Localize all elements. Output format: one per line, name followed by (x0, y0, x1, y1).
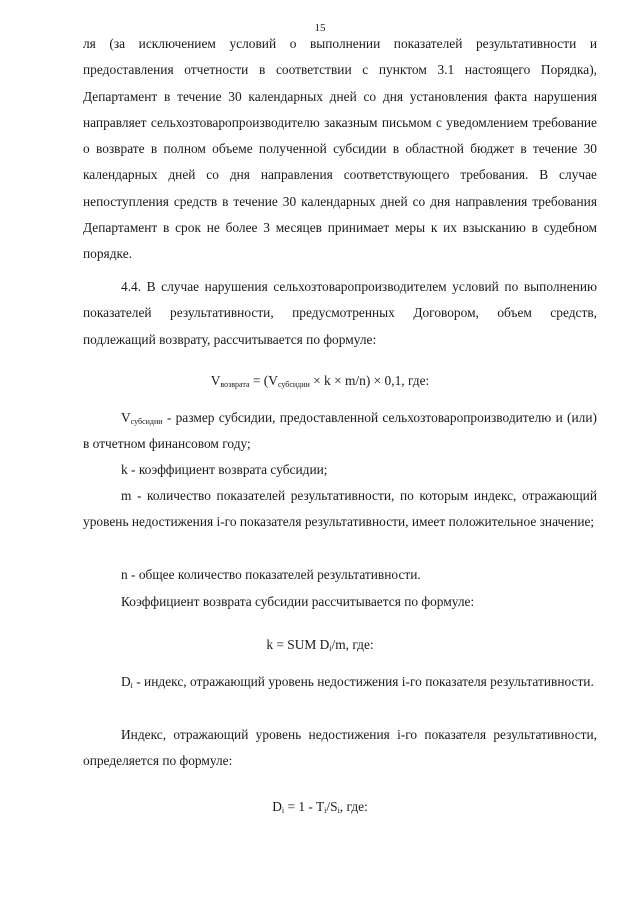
formula3-d-subscript: i (281, 806, 285, 815)
formula-v: V (210, 373, 221, 388)
formula3-mid: = 1 - T (284, 799, 325, 814)
formula3-s-subscript: i (337, 806, 340, 815)
paragraph-4-4: 4.4. В случае нарушения сельхозтоваропроизводителем условий по выполнению показателей результативности, предусмотренных Договором, объем средств, подлежащий возврату, рассчитывается по формуле: (83, 279, 597, 347)
def-v-symbol: V (121, 410, 131, 425)
formula-eq: = (V (249, 373, 278, 388)
formula2-post: /m, где: (331, 637, 374, 652)
definition-m: m - количество показателей результативности, по которым индекс, отражающий уровень недостижения i-го показателя результативности, имеет положительное значение; (83, 488, 597, 530)
page-number: 15 (314, 22, 326, 34)
formula3-d: D (272, 799, 282, 814)
formula2-subscript: i (329, 644, 332, 653)
def-v-subscript: субсидии (130, 417, 163, 426)
definition-v-subsidy (83, 405, 597, 458)
formula-vs-subscript: субсидии (277, 380, 310, 389)
formula-v-subscript: возврата (220, 380, 250, 389)
formula-refund-volume (0, 371, 640, 391)
def-v-text: - размер субсидии, предоставленной сельхозтоваропроизводителю и (или) в отчетном финансовом году; (83, 410, 597, 452)
paragraph-coefficient-formula: Коэффициент возврата субсидии рассчитывается по формуле: (121, 594, 475, 609)
formula2-pre: k = SUM D (266, 637, 330, 652)
def-d-text: - индекс, отражающий уровень недостижения i-го показателя результативности. (132, 674, 594, 689)
paragraph-index-formula: Индекс, отражающий уровень недостижения i-го показателя результативности, определяется по формуле: (83, 727, 597, 769)
formula-index (0, 797, 640, 817)
definition-d (83, 669, 597, 695)
def-d-subscript: i (130, 681, 133, 690)
definition-k: k - коэффициент возврата субсидии; (121, 462, 328, 477)
formula3-post: , где: (339, 799, 368, 814)
def-d-symbol: D (121, 674, 131, 689)
formula-coefficient (0, 635, 640, 655)
formula-rest: × k × m/n) × 0,1, где: (309, 373, 430, 388)
definition-n: n - общее количество показателей результативности. (121, 567, 421, 582)
formula3-slash: /S (326, 799, 338, 814)
paragraph-violation-conditions: ля (за исключением условий о выполнении показателей результативности и предоставления отчетности в соответствии с пунктом 3.1 настоящего Порядка), Департамент в течение 30 календарных дней со дня установления факта нарушения направляет сельхозтоваропроизводителю заказным письмом с уведомлением требование о возврате в полном объеме полученной субсидии в областной бюджет в течение 30 календарных дней со дня направления соответствующего требования. В случае непоступления средств в течение 30 календарных дней со дня направления требования Департамент в срок не более 3 месяцев принимает меры к их взысканию в судебном порядке. (83, 36, 597, 262)
formula3-t-subscript: i (324, 806, 327, 815)
